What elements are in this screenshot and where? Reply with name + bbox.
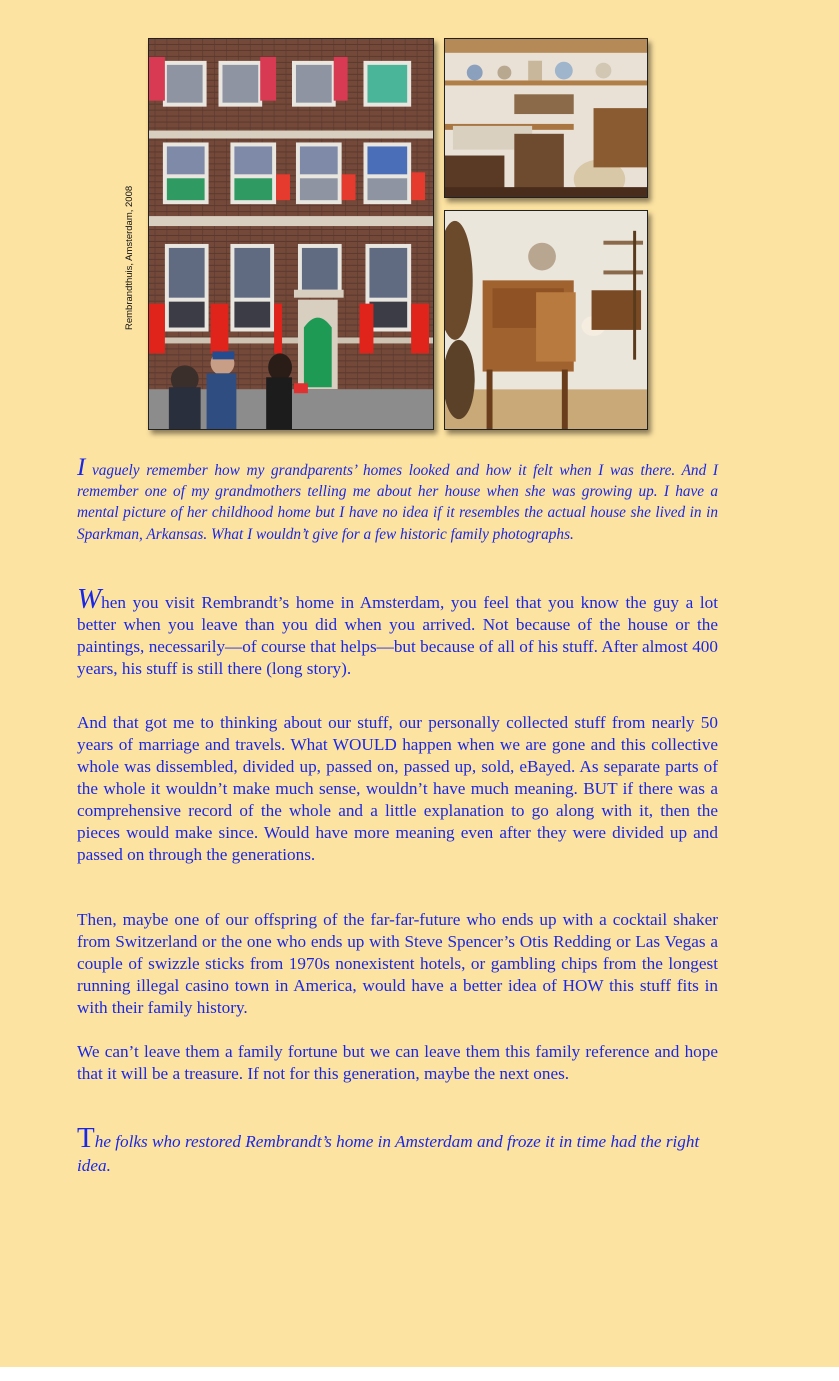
paragraph-1-initial: W bbox=[77, 583, 102, 615]
photo-caption: Rembrandthuis, Amsterdam, 2008 bbox=[124, 185, 135, 330]
cabinet-image bbox=[445, 211, 647, 429]
body-paragraph-2 bbox=[77, 712, 718, 866]
shelves-image bbox=[445, 39, 647, 197]
intro-paragraph bbox=[77, 454, 718, 545]
shelves-interior-photo bbox=[444, 38, 648, 198]
body-paragraph-3 bbox=[77, 909, 718, 1019]
cabinet-interior-photo bbox=[444, 210, 648, 430]
body-paragraph-4 bbox=[77, 1041, 718, 1085]
paragraph-3-text: Then, maybe one of our offspring of the far-far-future who ends up with a cocktail shaker from Switzerland or the one who ends up with Steve Spencer’s Otis Redding or Las Vegas a couple of swizzle sticks from 1970s nonexistent hotels, or gambling chips from the longest running illegal casino town in America, would have a better idea of HOW this stuff fits in with their family history. bbox=[77, 910, 718, 1017]
closing-text: he folks who restored Rembrandt’s home in Amsterdam and froze it in time had the right idea. bbox=[77, 1132, 700, 1175]
closing-paragraph bbox=[77, 1122, 718, 1178]
closing-initial: T bbox=[77, 1122, 95, 1154]
house-facade-image bbox=[149, 39, 433, 429]
paragraph-4-text: We can’t leave them a family fortune but we can leave them this family reference and hope that it will be a treasure. If not for this generation, maybe the next ones. bbox=[77, 1042, 718, 1083]
intro-initial: I bbox=[77, 454, 86, 481]
rembrandt-house-photo bbox=[148, 38, 434, 430]
paragraph-2-text: And that got me to thinking about our stuff, our personally collected stuff from nearly 50 years of marriage and travels. What WOULD happen when we are gone and this collective whole was dissembled, divided up, passed on, passed up, sold, eBayed. As separate parts of the whole it wouldn’t make much sense, wouldn’t have much meaning. BUT if there was a comprehensive record of the whole and a little explanation to go along with it, then the pieces would make since. Would have more meaning even after they were divided up and passed on through the generations. bbox=[77, 713, 718, 864]
body-paragraph-1 bbox=[77, 583, 718, 680]
intro-text: vaguely remember how my grandparents’ homes looked and how it felt when I was there. And I remember one of my grandmothers telling me about her house when she was growing up. I have a mental picture of her childhood home but I have no idea if it resembles the actual house she lived in in Sparkman, Arkansas. What I wouldn’t give for a few historic family photographs. bbox=[77, 462, 718, 543]
paragraph-1-text: hen you visit Rembrandt’s home in Amsterdam, you feel that you know the guy a lot better when you leave than you did when you arrived. Not because of the house or the paintings, necessarily—of course that helps—but because of all of his stuff. After almost 400 years, his stuff is still there (long story). bbox=[77, 593, 718, 678]
